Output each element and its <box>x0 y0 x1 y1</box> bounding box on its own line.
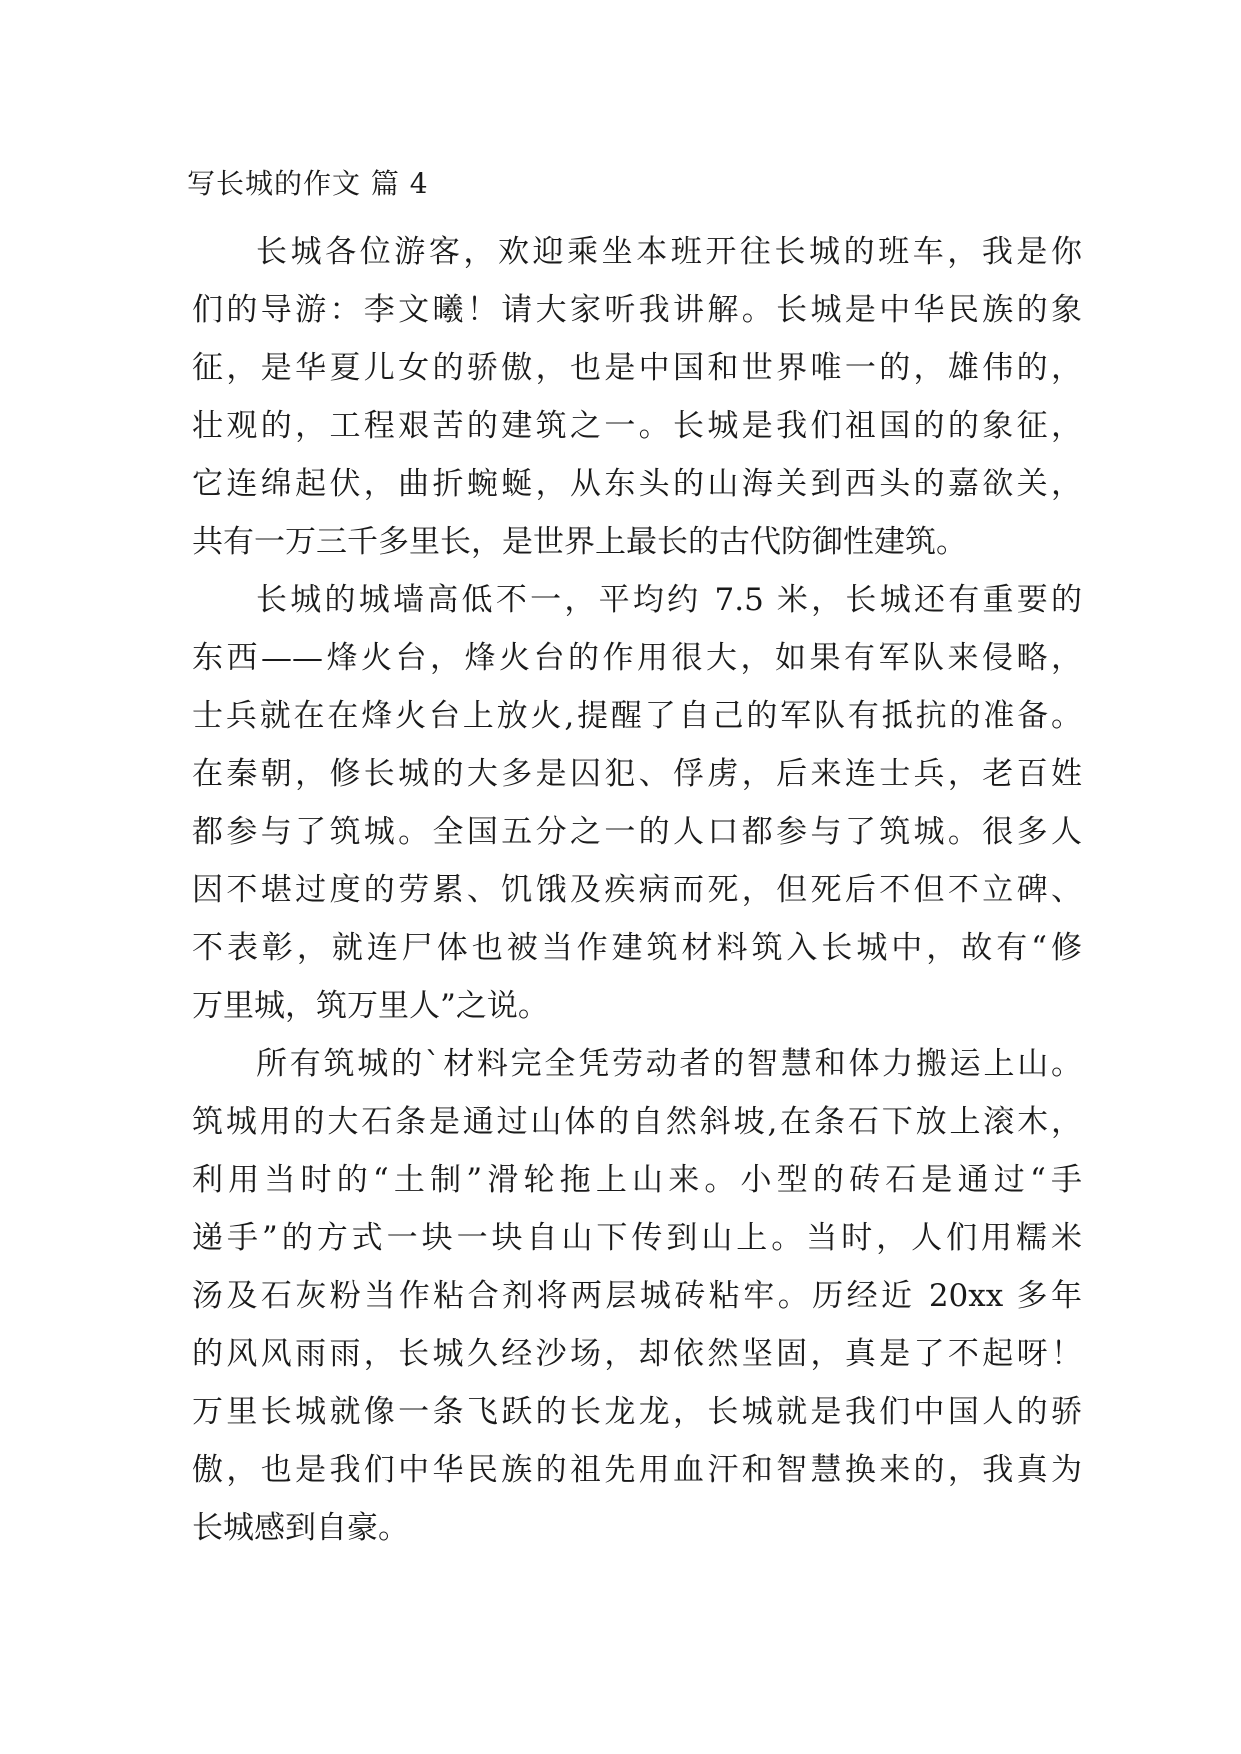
paragraph-2-line: 不表彰，就连尸体也被当作建筑材料筑入长城中，故有“修 <box>192 930 1082 966</box>
paragraph-2-line: 士兵就在在烽火台上放火,提醒了自己的军队有抵抗的准备。 <box>192 698 1082 734</box>
paragraph-3-line: 利用当时的“土制”滑轮拖上山来。小型的砖石是通过“手 <box>192 1162 1082 1198</box>
paragraph-2-line: 因不堪过度的劳累、饥饿及疾病而死，但死后不但不立碑、 <box>192 872 1082 908</box>
paragraph-2-line: 都参与了筑城。全国五分之一的人口都参与了筑城。很多人 <box>192 814 1082 850</box>
paragraph-2-line: 长城的城墙高低不一，平均约 7.5 米，长城还有重要的 <box>256 582 1082 618</box>
paragraph-3-line: 筑城用的大石条是通过山体的自然斜坡,在条石下放上滚木， <box>192 1104 1082 1140</box>
paragraph-3-line: 万里长城就像一条飞跃的长龙龙，长城就是我们中国人的骄 <box>192 1394 1082 1430</box>
paragraph-1-line: 们的导游：李文曦！请大家听我讲解。长城是中华民族的象 <box>192 292 1082 328</box>
document-title: 写长城的作文 篇 4 <box>187 167 429 200</box>
paragraph-1-line: 征，是华夏儿女的骄傲，也是中国和世界唯一的，雄伟的， <box>192 350 1082 386</box>
paragraph-1-line: 壮观的，工程艰苦的建筑之一。长城是我们祖国的的象征， <box>192 408 1082 444</box>
paragraph-3-line: 的风风雨雨，长城久经沙场，却依然坚固，真是了不起呀！ <box>192 1336 1082 1372</box>
paragraph-3-line: 长城感到自豪。 <box>192 1510 409 1546</box>
paragraph-3-line: 递手”的方式一块一块自山下传到山上。当时，人们用糯米 <box>192 1220 1082 1256</box>
paragraph-3-line: 汤及石灰粉当作粘合剂将两层城砖粘牢。历经近 20xx 多年 <box>192 1278 1082 1314</box>
paragraph-1-line: 共有一万三千多里长，是世界上最长的古代防御性建筑。 <box>192 524 967 560</box>
paragraph-2-line: 东西——烽火台，烽火台的作用很大，如果有军队来侵略， <box>192 640 1082 676</box>
document-body <box>192 223 1082 1557</box>
paragraph-2-line: 在秦朝，修长城的大多是囚犯、俘虏，后来连士兵，老百姓 <box>192 756 1082 792</box>
paragraph-3-line: 所有筑城的`材料完全凭劳动者的智慧和体力搬运上山。 <box>256 1046 1082 1082</box>
paragraph-1-line: 它连绵起伏，曲折蜿蜒，从东头的山海关到西头的嘉欲关， <box>192 466 1082 502</box>
paragraph-2-line: 万里城，筑万里人”之说。 <box>192 988 549 1024</box>
paragraph-3-line: 傲，也是我们中华民族的祖先用血汗和智慧换来的，我真为 <box>192 1452 1082 1488</box>
paragraph-1-line: 长城各位游客，欢迎乘坐本班开往长城的班车，我是你 <box>256 234 1082 270</box>
